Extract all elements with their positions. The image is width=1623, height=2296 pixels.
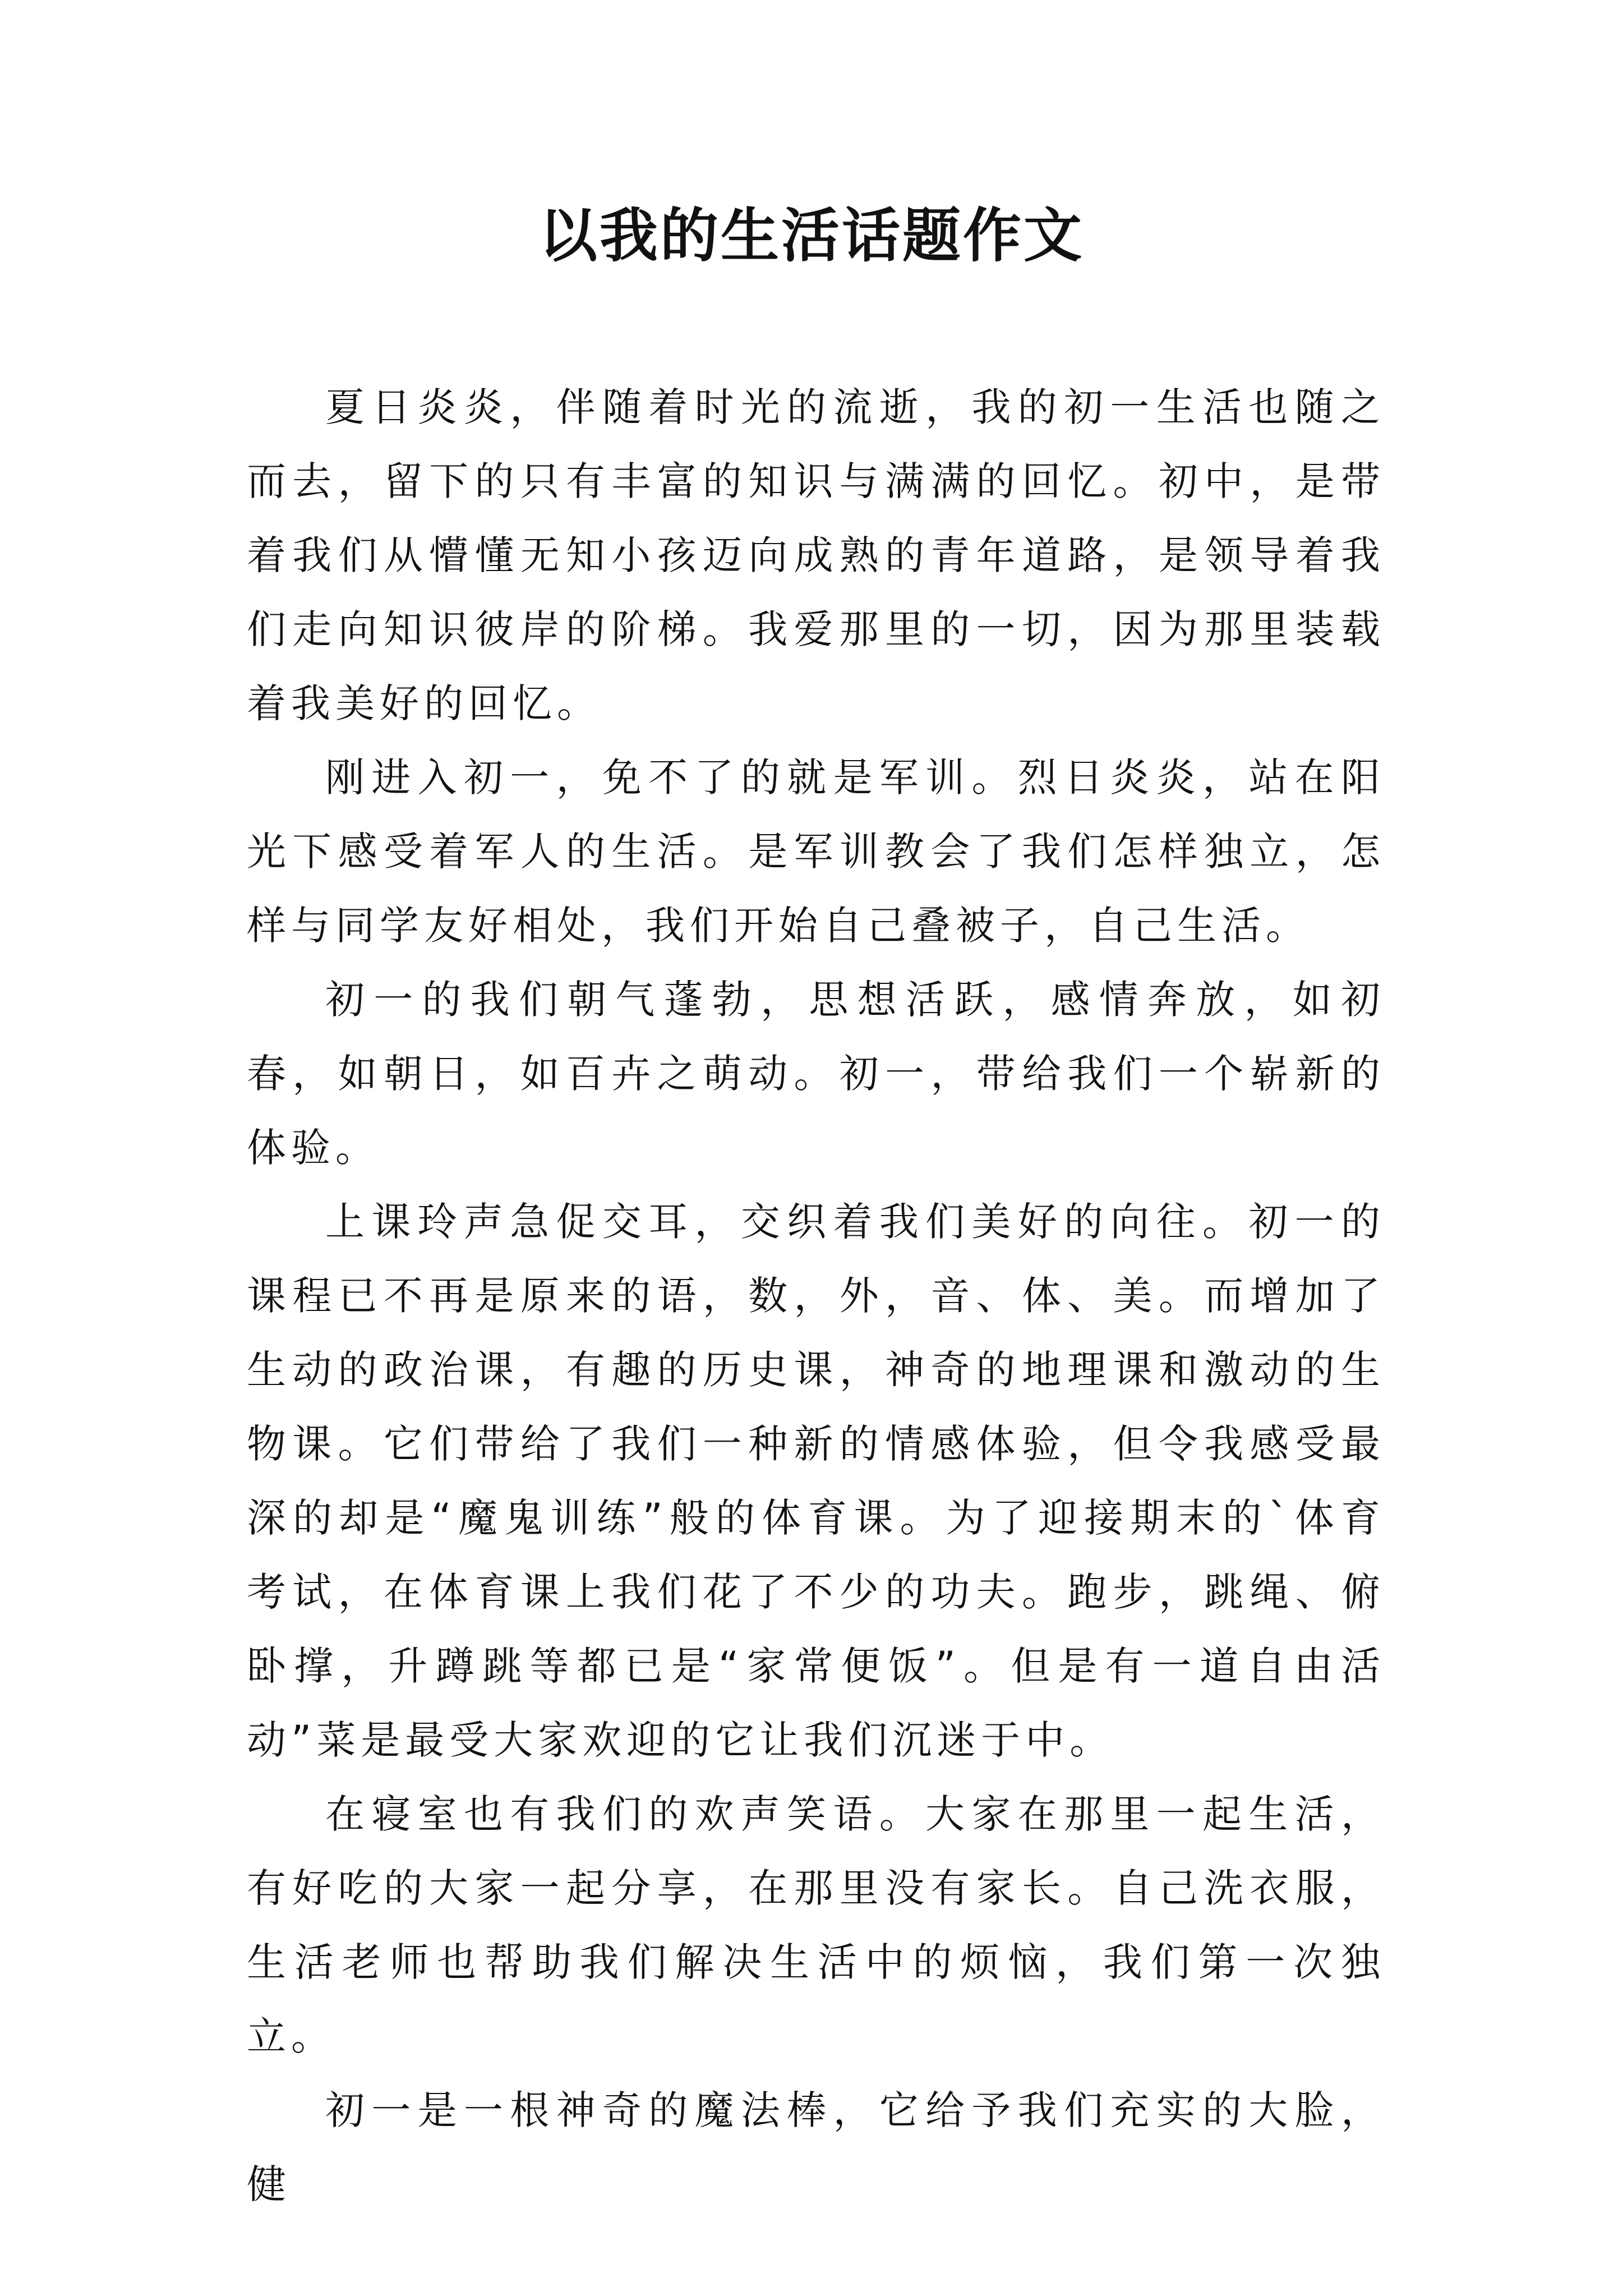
- paragraph: 初一是一根神奇的魔法棒，它给予我们充实的大脸，健: [247, 2087, 1385, 2207]
- paragraph: 初一的我们朝气蓬勃，思想活跃，感情奔放，如初春，如朝日，如百卉之萌动。初一，带给我们一个崭新的体验。: [247, 977, 1385, 1171]
- document-title: 以我的生活话题作文: [538, 201, 1084, 270]
- paragraph: 上课玲声急促交耳，交织着我们美好的向往。初一的课程已不再是原来的语，数，外，音、体、美。而增加了生动的政治课，有趣的历史课，神奇的地理课和激动的生物课。它们带给了我们一种新的情感体验，但令我感受最深的却是“魔鬼训练”般的体育课。为了迎接期末的`体育考试，在体育课上我们花了不少的功夫。跑步，跳绳、俯卧撑，升蹲跳等都已是“家常便饭”。但是有一道自由活动”菜是最受大家欢迎的它让我们沉迷于中。: [247, 1199, 1385, 1763]
- paragraph: 夏日炎炎，伴随着时光的流逝，我的初一生活也随之而去，留下的只有丰富的知识与满满的回忆。初中，是带着我们从懵懂无知小孩迈向成熟的青年道路，是领导着我们走向知识彼岸的阶梯。我爱那里的一切，因为那里装载着我美好的回忆。: [247, 384, 1385, 726]
- document-body: [247, 370, 1385, 2221]
- paragraph: 在寝室也有我们的欢声笑语。大家在那里一起生活，有好吃的大家一起分享，在那里没有家长。自己洗衣服，生活老师也帮助我们解决生活中的烦恼，我们第一次独立。: [247, 1791, 1385, 2059]
- paragraph: 刚进入初一，免不了的就是军训。烈日炎炎，站在阳光下感受着军人的生活。是军训教会了我们怎样独立，怎样与同学友好相处，我们开始自己叠被子，自己生活。: [247, 754, 1385, 949]
